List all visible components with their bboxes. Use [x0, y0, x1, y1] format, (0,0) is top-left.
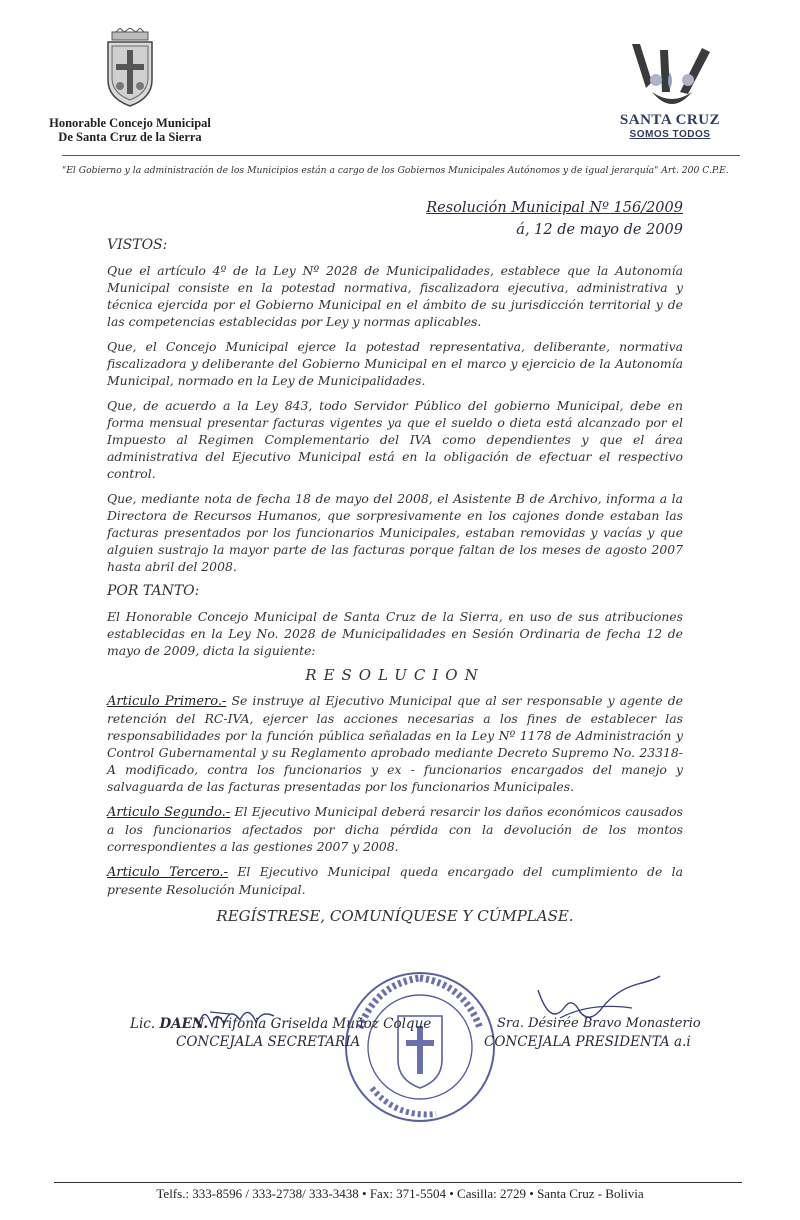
brand-slogan: SOMOS TODOS: [629, 129, 711, 140]
contact-footer: Telfs.: 333-8596 / 333-2738/ 333-3438 • Fax: 371-5504 • Casilla: 2729 • Santa Cruz - Bolivia: [156, 1186, 644, 1201]
santa-cruz-figures-logo-icon: [612, 42, 732, 114]
vistos-heading: VISTOS:: [107, 237, 168, 253]
signature-right-name: Sra. Désirée Bravo Monasterio: [497, 1016, 701, 1031]
council-line-1: Honorable Concejo Municipal: [49, 116, 211, 130]
vistos-paragraph: Que, de acuerdo a la Ley 843, todo Servidor Público del gobierno Municipal, debe en forma mensual presentar facturas vigentes ya que el sueldo o dieta está alcanzado por el Impuesto al Regimen Complementario del IVA como dependientes y que el área administrativa del Ejecutivo Municipal está en la obligación de efectuar el respectivo control.: [107, 398, 683, 481]
municipal-crest-icon: [102, 28, 158, 108]
article-label: Articulo Tercero.-: [107, 865, 229, 880]
signature-left-fullname: Trifonia Griselda Muñoz Colque: [208, 1016, 432, 1032]
resolution-date: á, 12 de mayo de 2009: [516, 222, 683, 238]
article-primero: [107, 692, 683, 795]
signature-right-role: CONCEJALA PRESIDENTA a.i: [484, 1034, 691, 1050]
article-label: Articulo Primero.-: [107, 694, 227, 709]
article-text: El Ejecutivo Municipal queda encargado del cumplimiento de la presente Resolución Municipal.: [107, 864, 683, 897]
official-seal-icon: [336, 968, 504, 1126]
footer-divider: [54, 1182, 742, 1183]
brand-name: SANTA CRUZ: [619, 112, 721, 128]
header-divider: [62, 155, 740, 156]
signature-left-role: CONCEJALA SECRETARIA: [176, 1034, 361, 1050]
constitution-quote: "El Gobierno y la administración de los Municipios están a cargo de los Gobiernos Municipales Autónomos y de igual jerarquía" Art. 200 C.P.E.: [62, 165, 729, 176]
article-text: El Ejecutivo Municipal deberá resarcir los daños económicos causados a los funcionarios afectados por dicha pérdida con la devolución de los montos correspondientes a las gestiones 2007 y 2008.: [107, 804, 683, 854]
council-name: [40, 116, 220, 144]
vistos-paragraph: Que el artículo 4º de la Ley Nº 2028 de Municipalidades, establece que la Autonomía Municipal consiste en la potestad normativa, fiscalizadora ejecutiva, administrativa y técnica ejercida por el Gobierno Municipal en el ámbito de su jurisdicción territorial y de las competencias establecidas por Ley y normas aplicables.: [107, 263, 683, 329]
signature-left-title: DAEN.: [159, 1016, 209, 1032]
document-body: [107, 237, 683, 925]
por-tanto-paragraph: El Honorable Concejo Municipal de Santa Cruz de la Sierra, en uso de sus atribuciones establecidas en la Ley No. 2028 de Municipalidades en Sesión Ordinaria de fecha 12 de mayo de 2009, dicta la siguiente:: [107, 609, 683, 658]
por-tanto-heading: POR TANTO:: [107, 583, 200, 599]
signature-left-prefix: Lic.: [130, 1016, 160, 1032]
article-segundo: [107, 803, 683, 855]
resolucion-title: RESOLUCION: [305, 666, 485, 684]
article-tercero: [107, 863, 683, 898]
council-line-2: De Santa Cruz de la Sierra: [58, 130, 202, 144]
article-label: Articulo Segundo.-: [107, 805, 231, 820]
article-text: Se instruye al Ejecutivo Municipal que al ser responsable y agente de retención del RC-IVA, ejercer las acciones necesarias a los fines de establecer las responsabilidades por la función pública señaladas en la Ley Nº 1178 de Administración y Control Gubernamental y su Reglamento aprobado mediante Decreto Supremo No. 23318-A modificado, contra los funcionarios y ex - funcionarios encargados del manejo y salvaguarda de las facturas presentadas por los funcionarios Municipales.: [107, 693, 684, 794]
signature-left-name: [130, 1016, 431, 1032]
vistos-paragraph: Que, el Concejo Municipal ejerce la potestad representativa, deliberante, normativa fiscalizadora y deliberante del Gobierno Municipal en el marco y ejercicio de la Autonomía Municipal, normado en la Ley de Municipalidades.: [107, 339, 683, 388]
vistos-paragraph: Que, mediante nota de fecha 18 de mayo del 2008, el Asistente B de Archivo, informa a la Directora de Recursos Humanos, que sorpresivamente en los cajones donde estaban las facturas presentados por los funcionarios Municipales, estaban removidas y vacías y que alguien sustrajo la mayor parte de las facturas porque faltan de los meses de agosto 2007 hasta abril del 2008.: [107, 491, 683, 574]
closing-formula: REGÍSTRESE, COMUNÍQUESE Y CÚMPLASE.: [216, 907, 574, 925]
resolution-number: Resolución Municipal Nº 156/2009: [426, 200, 683, 216]
